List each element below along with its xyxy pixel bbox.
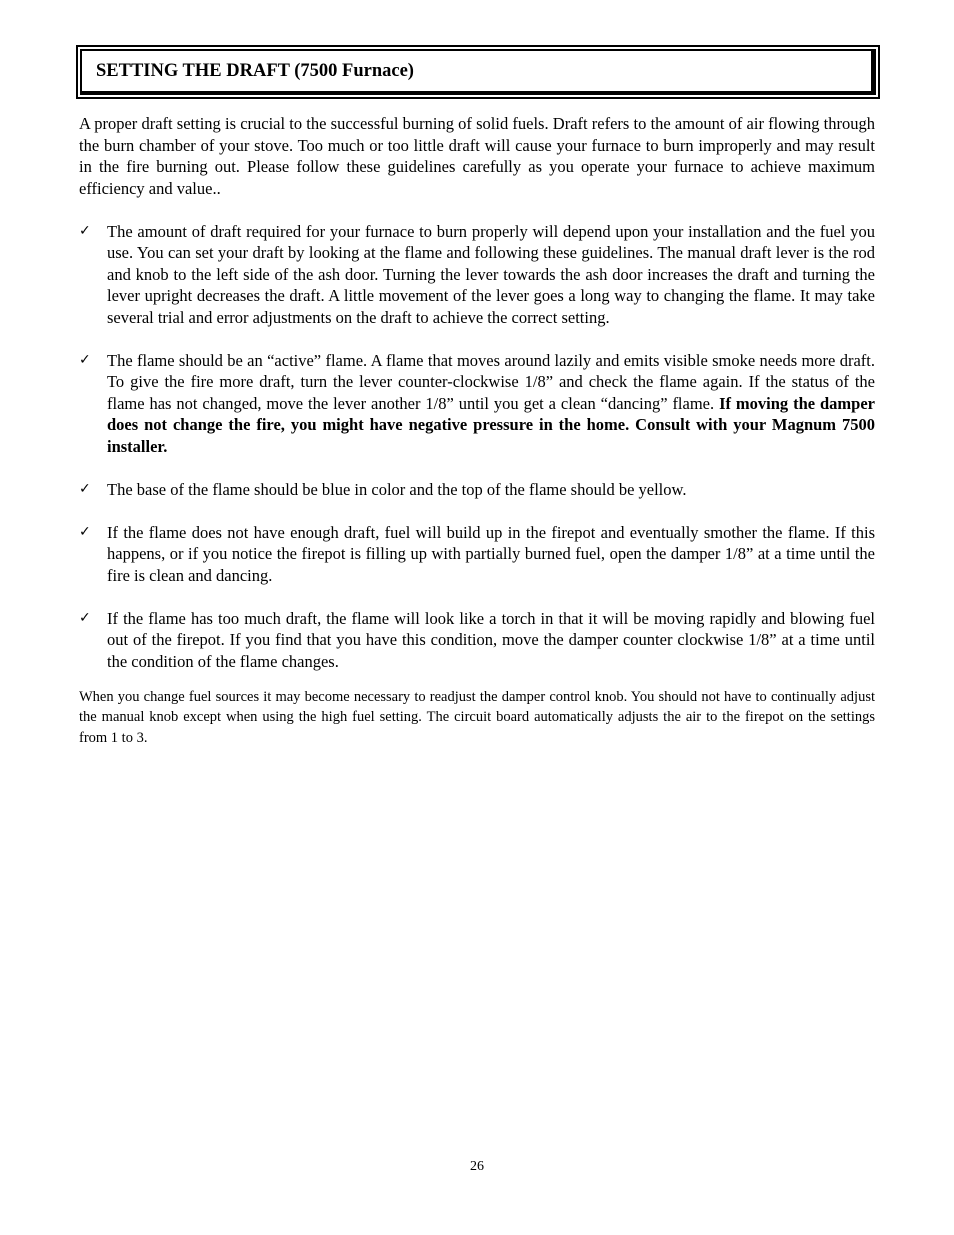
bullet-item-flame-color xyxy=(79,479,875,501)
section-title-inner-border xyxy=(80,49,876,95)
checkmark-icon: ✓ xyxy=(79,480,91,497)
document-body xyxy=(79,113,875,748)
bullet-item-draft-amount xyxy=(79,221,875,329)
bullet-text: The flame should be an “active” flame. A flame that moves around lazily and emits visible smoke needs more draft. To give the fire more draft, turn the lever counter-clockwise 1/8” and check the flame again. If the status of the flame has not changed, move the lever another 1/8” until you get a clean “dancing” flame. xyxy=(107,350,875,413)
bullet-text: The amount of draft required for your furnace to burn properly will depend upon your installation and the fuel you use. You can set your draft by looking at the flame and following these guidelines. The manual draft lever is the rod and knob to the left side of the ash door. Turning the lever towards the ash door increases the draft and turning the lever upright decreases the draft. A little movement of the lever goes a long way to changing the flame. It may take several trial and error adjustments on the draft to achieve the correct setting. xyxy=(107,221,875,327)
checkmark-icon: ✓ xyxy=(79,523,91,540)
bullet-item-not-enough-draft xyxy=(79,522,875,587)
checkmark-icon: ✓ xyxy=(79,609,91,626)
closing-paragraph: When you change fuel sources it may become necessary to readjust the damper control knob. You should not have to continually adjust the manual knob except when using the high fuel setting. The circuit board automatically adjusts the air to the firepot on the settings from 1 to 3. xyxy=(79,688,875,746)
bullet-item-active-flame xyxy=(79,350,875,458)
checkmark-icon: ✓ xyxy=(79,351,91,368)
section-title: SETTING THE DRAFT (7500 Furnace) xyxy=(96,60,414,81)
page-number: 26 xyxy=(470,1159,484,1174)
bullet-text: If the flame has too much draft, the flame will look like a torch in that it will be moving rapidly and blowing fuel out of the firepot. If you find that you have this condition, move the damper counter clockwise 1/8” at a time until the condition of the flame changes. xyxy=(107,608,875,671)
section-title-box xyxy=(76,45,880,99)
intro-paragraph: A proper draft setting is crucial to the successful burning of solid fuels. Draft refers to the amount of air flowing through the burn chamber of your stove. Too much or too little draft will cause your furnace to burn improperly and may result in the fire burning out. Please follow these guidelines carefully as you operate your furnace to achieve maximum efficiency and value.. xyxy=(79,114,875,198)
checkmark-icon: ✓ xyxy=(79,222,91,239)
bullet-bold-warning: If moving the damper does not change the fire, you might have negative pressure in the home. Consult with your Magnum 7500 installer. xyxy=(107,393,875,456)
bullet-text: If the flame does not have enough draft, fuel will build up in the firepot and eventually smother the flame. If this happens, or if you notice the firepot is filling up with partially burned fuel, open the damper 1/8” at a time until the fire is clean and dancing. xyxy=(107,522,875,585)
bullet-text: The base of the flame should be blue in color and the top of the flame should be yellow. xyxy=(107,479,687,499)
bullet-item-too-much-draft xyxy=(79,608,875,673)
